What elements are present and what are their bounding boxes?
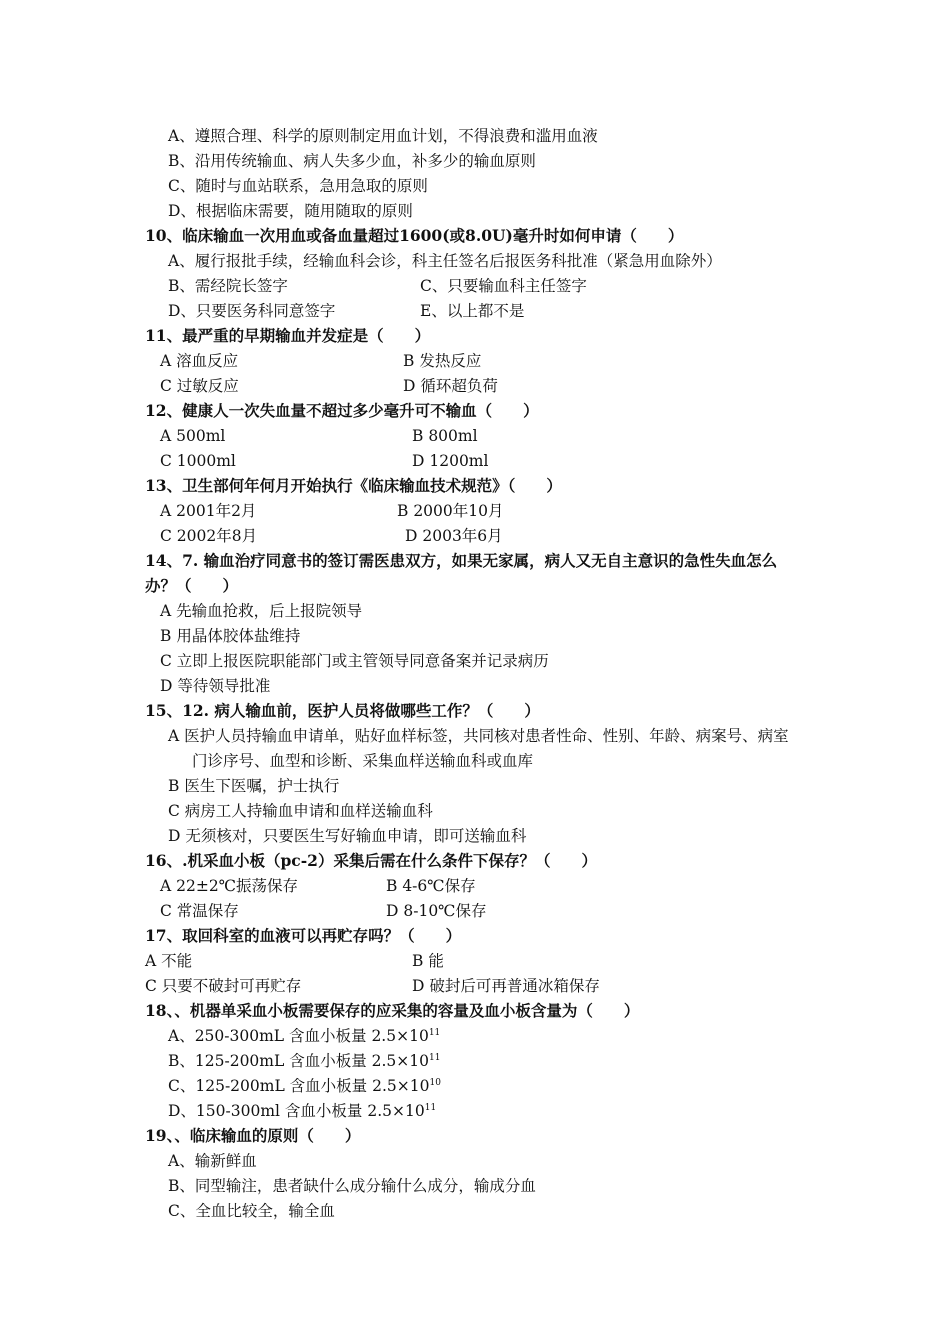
prev-option-c: C、随时与血站联系，急用急取的原则 [168, 177, 428, 195]
q13-option-b: B 2000年10月 [397, 502, 504, 520]
q11-option-a: A 溶血反应 [160, 352, 239, 370]
question-18: 18、、机器单采血小板需要保存的应采集的容量及血小板含量为（ ） [145, 1001, 640, 1020]
question-13: 13、卫生部何年何月开始执行《临床输血技术规范》（ ） [145, 476, 562, 495]
q18-option-b: B、125-200mL 含血小板量 $2.5\times 10^{11}$ [168, 1052, 441, 1070]
q13-option-d: D 2003年6月 [405, 527, 503, 545]
q19-option-a: A、输新鲜血 [168, 1152, 257, 1170]
prev-option-b: B、沿用传统输血、病人失多少血，补多少的输血原则 [168, 152, 536, 170]
q18-option-c: C、125-200mL 含血小板量 $2.5\times 10^{10}$ [168, 1077, 441, 1095]
q18-option-d: D、150-300ml 含血小板量 $2.5\times 10^{11}$ [168, 1102, 437, 1120]
q17-option-d: D 破封后可再普通冰箱保存 [412, 977, 600, 995]
q12-option-b: B 800ml [412, 427, 478, 445]
q10-option-c: C、只要输血科主任签字 [420, 277, 587, 295]
question-19: 19、、临床输血的原则（ ） [145, 1126, 361, 1145]
prev-option-a: A、遵照合理、科学的原则制定用血计划，不得浪费和滥用血液 [168, 127, 598, 145]
q14-option-b: B 用晶体胶体盐维持 [160, 627, 301, 645]
q15-option-d: D 无须核对，只要医生写好输血申请，即可送输血科 [168, 827, 527, 845]
question-16: 16、.机采血小板（pc-2）采集后需在什么条件下保存？（ ） [145, 851, 597, 870]
q15-option-a: A 医护人员持输血申请单，贴好血样标签，共同核对患者性命、性别、年龄、病案号、病室 [168, 727, 789, 745]
q15-option-a-continued: 门诊序号、血型和诊断、采集血样送输血科或血库 [192, 752, 534, 770]
question-14-continued: 办？（ ） [145, 576, 239, 595]
q11-option-b: B 发热反应 [403, 352, 482, 370]
q17-option-b: B 能 [412, 952, 444, 970]
q19-option-c: C、全血比较全，输全血 [168, 1202, 335, 1220]
q14-option-c: C 立即上报医院职能部门或主管领导同意备案并记录病历 [160, 652, 549, 670]
q13-option-a: A 2001年2月 [160, 502, 257, 520]
question-10: 10、临床输血一次用血或备血量超过1600(或8.0U)毫升时如何申请（ ） [145, 226, 684, 245]
exponent: 11 [429, 1052, 441, 1063]
q10-option-b: B、需经院长签字 [168, 277, 288, 295]
exponent: 11 [428, 1027, 441, 1038]
question-17: 17、取回科室的血液可以再贮存吗？（ ） [145, 926, 462, 945]
question-14: 14、7. 输血治疗同意书的签订需医患双方，如果无家属，病人又无自主意识的急性失血怎么 [145, 551, 778, 570]
q11-option-c: C 过敏反应 [160, 377, 239, 395]
q15-option-b: B 医生下医嘱，护士执行 [168, 777, 340, 795]
q12-option-a: A 500ml [160, 427, 226, 445]
question-15: 15、12. 病人输血前，医护人员将做哪些工作？（ ） [145, 701, 540, 720]
q17-option-a: A 不能 [145, 952, 193, 970]
q18-option-a: A、250-300mL 含血小板量 $2.5\times 10^{11}$ [168, 1027, 441, 1045]
q12-option-c: C 1000ml [160, 452, 236, 470]
q16-option-b: B 4-6℃保存 [386, 877, 476, 895]
q15-option-c: C 病房工人持输血申请和血样送输血科 [168, 802, 433, 820]
exponent: 11 [424, 1102, 437, 1113]
q12-option-d: D 1200ml [412, 452, 489, 470]
q10-option-e: E、以上都不是 [420, 302, 525, 320]
q11-option-d: D 循环超负荷 [403, 377, 498, 395]
q16-option-c: C 常温保存 [160, 902, 239, 920]
q14-option-a: A 先输血抢救，后上报院领导 [160, 602, 363, 620]
q14-option-d: D 等待领导批准 [160, 677, 271, 695]
q19-option-b: B、同型输注，患者缺什么成分输什么成分，输成分血 [168, 1177, 536, 1195]
q17-option-c: C 只要不破封可再贮存 [145, 977, 302, 995]
q10-option-d: D、只要医务科同意签字 [168, 302, 336, 320]
q13-option-c: C 2002年8月 [160, 527, 258, 545]
exponent: 10 [429, 1077, 441, 1088]
question-11: 11、最严重的早期输血并发症是（ ） [145, 326, 431, 345]
q16-option-d: D 8-10℃保存 [386, 902, 487, 920]
question-12: 12、健康人一次失血量不超过多少毫升可不输血（ ） [145, 401, 539, 420]
q16-option-a: A 22±2℃振荡保存 [160, 877, 299, 895]
prev-option-d: D、根据临床需要，随用随取的原则 [168, 202, 413, 220]
q10-option-a: A、履行报批手续，经输血科会诊，科主任签名后报医务科批准（紧急用血除外） [168, 252, 722, 270]
